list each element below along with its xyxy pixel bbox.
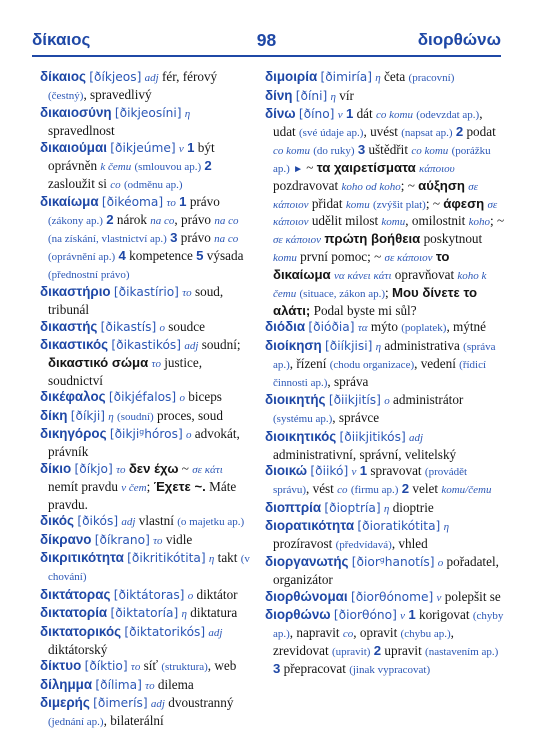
headword: δικαστικός [40,337,109,353]
note: (své údaje ap.) [299,126,364,139]
grammar-label: σε κάτι [192,463,223,476]
grammar-label: τα [357,322,368,335]
text: upravit [381,643,426,659]
text: spravovat [367,463,425,479]
transcription: [ðikastikós] [111,338,182,353]
transcription: [ðíktio] [84,659,128,673]
dictionary-entry [40,624,254,658]
headword: δίνη [265,87,293,103]
transcription: [ðikjeúme] [110,140,176,155]
sense-number: 2 [401,481,410,496]
example-phrase: αύξηση [418,177,465,193]
transcription: [ðiikjitís] [328,393,381,408]
text: Podal byste mi sůl? [310,302,417,318]
dictionary-entry [265,589,505,607]
dictionary-entry [40,695,254,731]
grammar-label: ο [179,392,185,405]
grammar-label: ο [159,321,165,334]
note: (jednání ap.) [48,715,104,728]
text: přepracovat [280,661,350,677]
text: dát [353,106,376,121]
example-phrase: το δικαίωμα [273,249,450,283]
grammar-label: komu [273,252,297,265]
note: (firmu ap.) [350,484,399,496]
transcription: [ðiktátoras] [113,587,185,602]
dictionary-entry [40,658,254,676]
dictionary-entry [265,392,505,428]
headword: δίκη [40,407,68,423]
headword: δικός [40,513,75,529]
text: advokát, právník [48,426,240,460]
page-header [32,30,501,56]
note: (napsat ap.) [401,126,453,139]
grammar-label: komu [381,216,406,229]
note: (do ruky) [313,144,355,157]
text: uštědřit [365,141,412,157]
text: udělit milost [308,213,382,229]
header-rule [32,55,501,57]
text: opravňovat [391,267,458,283]
grammar-label: ο [187,589,194,602]
example-phrase: δικαστικό σώμα [48,355,149,371]
headword: δικτατορικός [40,623,122,639]
headword: δικτάτορας [40,586,111,602]
example-phrase: Έχετε ~. [153,478,206,494]
transcription: [ðiorθónome] [350,589,434,604]
left-guide-word: δίκαιος [32,30,91,49]
grammar-label: το [151,358,161,371]
sense-number: 2 [455,123,464,139]
note: (struktura) [161,661,208,673]
headword: διμοιρία [265,69,318,84]
transcription: [ðíni] [295,88,328,103]
note: (čestný) [48,89,84,102]
text: ; [385,285,392,301]
grammar-label: koho [468,216,491,229]
headword: διοπτρία [265,499,322,515]
grammar-label: v [178,142,184,155]
headword: δικαίωμα [40,194,99,210]
dictionary-entry [265,338,505,392]
grammar-label: σε κάποιον [273,180,479,211]
text: pořadatel, organizátor [273,554,499,588]
headword: διοικώ [265,463,308,479]
grammar-label: το [153,534,163,547]
note: (poplatek) [401,322,447,335]
headword: δικαστής [40,318,98,334]
grammar-label: koho od koho [341,180,401,193]
grammar-label: σε κάποιον [384,252,433,265]
text: biceps [184,389,222,405]
text: , omilostnit [405,213,469,229]
note: (systému ap.) [273,413,333,426]
sense-number: 2 [106,212,114,228]
transcription: [ðiktatoría] [110,606,179,621]
text: , uvést [363,123,402,139]
text: polepšit se [441,588,501,604]
grammar-label: ο [186,429,192,442]
transcription: [ðiorθóno] [333,608,397,623]
headword: διορθώνομαι [265,588,348,604]
grammar-label: η [443,521,450,533]
headword: δικηγόρος [40,426,107,442]
dictionary-entry [40,532,254,550]
text: mýto [367,319,402,335]
text: ~ [178,460,193,476]
grammar-label: η [181,608,187,621]
dictionary-entry [40,677,254,695]
dictionary-entry [40,69,254,105]
headword: διορθώνω [265,607,331,623]
text: zasloužit si [48,175,111,191]
text: Máte pravdu. [48,478,237,512]
grammar-label: η [184,108,191,121]
text: dilema [154,676,194,692]
text: , správa [327,373,369,389]
note: (chodu organizace) [329,358,415,371]
grammar-label: κάποιου [419,162,455,175]
text: ~ [303,159,317,175]
grammar-label: το [116,463,126,476]
transcription: [ðiktatorikós] [124,624,206,639]
text: , opravit [353,625,401,641]
dictionary-entry [40,284,254,318]
sense-number: 2 [204,157,212,173]
transcription: [ðiikó] [310,464,349,479]
text: podat [463,123,496,139]
text: první pomoc; ~ [296,249,385,265]
right-guide-word: διορθώνω [417,30,501,49]
transcription: [ðiorᵍhanotís] [351,555,435,570]
grammar-label: η [375,72,381,84]
note: (pracovní) [408,72,455,84]
note: (o majetku ap.) [177,516,245,529]
transcription: [ðikjéfalos] [108,390,177,405]
text: soud, tribunál [48,284,224,318]
transcription: [ðioptría] [324,500,381,515]
grammar-label: ο [437,557,444,570]
text: vlastní [135,513,178,529]
headword: δικαιοσύνη [40,105,112,121]
text: , vést [306,481,338,496]
page-number: 98 [256,30,277,50]
grammar-label: η [208,553,215,566]
headword: δίκρανο [40,531,92,547]
note: (přednostní právo) [48,268,130,281]
grammar-label: co [342,628,354,641]
sense-number: 1 [187,139,195,155]
grammar-label: na co [214,215,239,228]
dictionary-entry [40,194,254,284]
headword: δικέφαλος [40,389,106,405]
dictionary-entry [40,389,254,407]
headword: διοίκηση [265,337,322,353]
headword: δίνω [265,106,296,121]
transcription: [ðíkrano] [94,532,150,547]
text: dioptrie [389,499,434,515]
note: (zvýšit plat) [373,198,426,211]
text: kompetence [125,247,197,263]
text: administrativní, správní, velitelský [273,446,457,462]
dictionary-entry [265,518,505,554]
dictionary-entry [265,500,505,518]
grammar-label: η [108,410,114,423]
sense-number: 1 [408,607,416,623]
text: soudní; [198,337,241,353]
text: prozíravost [273,535,336,551]
text: , správce [332,410,380,426]
grammar-label: koho k čemu [273,270,487,301]
grammar-label: komu/čemu [441,484,492,496]
text: korigovat [415,607,473,623]
headword: δικτατορία [40,605,108,621]
dictionary-entry [265,106,505,319]
transcription: [ðióðia] [308,320,355,335]
text: ; ~ [490,213,505,229]
text: , zrevidovat [273,625,454,659]
transcription: [ðiikjitikós] [339,429,406,444]
text: administrativa [381,337,464,353]
sense-number: 3 [273,661,281,677]
dictionary-entry [40,408,254,426]
text: administrátor [389,392,464,408]
transcription: [ðikós] [77,514,119,529]
headword: δικαστήριο [40,284,111,300]
headword: διοικητής [265,392,326,408]
headword: δικαιούμαι [40,139,107,155]
note: (smlouvou ap.) [134,160,202,173]
text: , web [207,658,237,673]
note: (odevzdat ap.) [416,109,480,121]
sense-number: 5 [196,247,204,263]
dictionary-entry [265,69,505,87]
dictionary-entry [40,605,254,623]
grammar-label: adj [144,72,159,84]
sense-number: 2 [373,643,382,659]
text: poskytnout [420,231,483,247]
text: soudce [165,318,205,334]
text: , udat [273,106,483,139]
text: právo [186,194,220,210]
note: (porážku ap.) [273,144,491,175]
dictionary-entry [40,426,254,460]
example-phrase: Μου δίνετε το αλάτι; [273,285,478,318]
transcription: [ðiíkjisi] [325,338,373,353]
grammar-label: co [337,484,348,496]
text: vír [336,87,354,103]
grammar-label: σε κάποιον [273,234,322,247]
grammar-label: komu [345,198,370,211]
grammar-label: v [436,591,442,604]
headword: δίκαιος [40,69,86,84]
example-phrase: άφεση [443,195,485,211]
text: dvoustranný [164,695,234,710]
dictionary-entry [40,105,254,139]
text: diktatura [187,605,238,621]
text: výsada [203,247,244,263]
text: , spravedlivý [83,86,152,102]
headword: δίκιο [40,460,72,476]
note: (v chování) [48,553,250,584]
note: (situace, zákon ap.) [299,288,386,301]
text: síť [140,658,162,673]
text: velet [409,481,442,496]
text: diktátorský [48,641,108,657]
dictionary-entry [40,140,254,194]
text: ; [146,478,154,494]
note: (soudní) [117,410,154,423]
note: (odměnu ap.) [123,178,183,191]
transcription: [ðioratikótita] [357,519,441,533]
text: vidle [162,531,193,547]
transcription: [ðimiría] [320,70,372,84]
grammar-label: v [351,466,357,479]
headword: διορατικότητα [265,518,355,533]
sense-number: 1 [179,194,187,210]
note: (chyby ap.) [273,610,504,641]
headword: δίκτυο [40,658,82,673]
transcription: [ðikritikótita] [127,551,206,566]
note: (předvídavá) [335,538,392,551]
grammar-label: σε κάποιον [273,198,498,229]
text: nárok [113,212,151,228]
transcription: [ðimerís] [93,696,148,710]
note: (upravit) [331,646,371,659]
note: (řídicí činnosti ap.) [273,358,487,389]
right-column [265,69,505,680]
transcription: [ðíkji] [70,408,105,423]
headword: διμερής [40,695,90,710]
grammar-label: adj [121,516,136,529]
dictionary-entry [265,88,505,106]
dictionary-entry [40,461,254,513]
headword: δικριτικότητα [40,550,124,566]
example-phrase: πρώτη βοήθεια [324,231,421,247]
dictionary-entry [265,463,505,499]
headword: διόδια [265,319,306,335]
grammar-label: adj [184,340,199,353]
dictionary-entry [265,554,505,588]
grammar-label: na co [214,232,239,245]
grammar-label: v [337,109,343,121]
grammar-label: v [400,610,406,623]
headword: δίλημμα [40,676,93,692]
note: (zákony ap.) [48,215,103,228]
headword: διοργανωτής [265,554,349,570]
note: (nastavením ap.) [425,646,499,659]
grammar-label: na co [150,215,175,228]
grammar-label: co komu [376,109,413,121]
sense-number: 3 [170,229,178,245]
grammar-label: η [383,502,390,515]
text: , vedení [414,355,460,371]
text: , mýtné [446,319,486,335]
left-column [40,69,254,731]
text: diktátor [193,586,238,602]
headword: διοικητικός [265,428,337,444]
transcription: [ðíkjeos] [89,70,142,84]
transcription: [ðikéoma] [101,195,164,210]
note: (oprávnění ap.) [48,250,116,263]
sense-number: 3 [357,141,366,157]
grammar-label: co komu [273,144,310,157]
dictionary-entry [40,513,254,531]
grammar-label: adj [409,431,424,444]
transcription: [ðíno] [298,107,335,121]
note: (jinak vypracovat) [349,664,431,677]
transcription: [ðikastírio] [113,285,179,300]
text: pozdravovat [273,177,342,193]
text: ; ~ [400,177,419,193]
grammar-label: v čem [121,481,147,494]
dictionary-entry [265,607,505,679]
text: , právo [174,212,215,228]
grammar-label: η [330,90,336,103]
grammar-label: η [375,340,382,353]
text: justice, soudnictví [48,355,202,388]
note: (chybu ap.) [400,628,451,641]
note: (na získání, vlastnictví ap.) [48,232,167,245]
text: ; ~ [425,195,444,211]
dictionary-entry [40,337,254,389]
grammar-label: ο [384,395,390,408]
transcription: [ðílima] [95,677,142,692]
dictionary-entry [40,587,254,605]
transcription: [ðikastís] [100,319,157,334]
sense-number: 1 [345,106,354,121]
dictionary-entry [40,319,254,337]
text: spravedlnost [48,123,115,139]
text: četa [380,69,409,84]
sense-number: 1 [359,463,368,479]
text: , vhled [391,535,428,551]
grammar-label: το [130,661,141,673]
note: (správa ap.) [273,340,496,371]
example-phrase: τα χαιρετίσματα [316,159,416,175]
text: přidat [308,195,346,211]
dictionary-entry [40,550,254,586]
dictionary-entry [265,429,505,463]
text: právo [177,229,215,245]
grammar-label: co [110,178,121,191]
transcription: [ðikjiᵍhóros] [109,427,183,442]
grammar-label: adj [150,698,165,710]
grammar-label: co komu [411,144,449,157]
phrase-marker: ► [293,163,303,175]
text: , napravit [289,625,343,641]
example-phrase: δεν έχω [128,460,179,476]
grammar-label: k čemu [100,160,132,173]
text: , bilaterální [103,712,164,728]
dictionary-entry [265,319,505,337]
grammar-label: το [145,679,155,692]
transcription: [ðíkjo] [74,461,113,476]
text: , řízení [289,355,330,371]
text: být oprávněn [48,139,215,173]
text: nemít pravdu [48,478,122,494]
grammar-label: το [166,197,176,210]
text: proces, soud [153,407,223,423]
text: takt [214,550,241,566]
grammar-label: adj [208,626,223,639]
sense-number: 4 [118,247,126,263]
grammar-label: να κάνει κάτι [333,270,392,283]
transcription: [ðikjeosíni] [114,106,182,121]
text: fér, férový [158,69,218,84]
note: (provádět správu) [273,466,468,496]
grammar-label: το [182,287,192,300]
